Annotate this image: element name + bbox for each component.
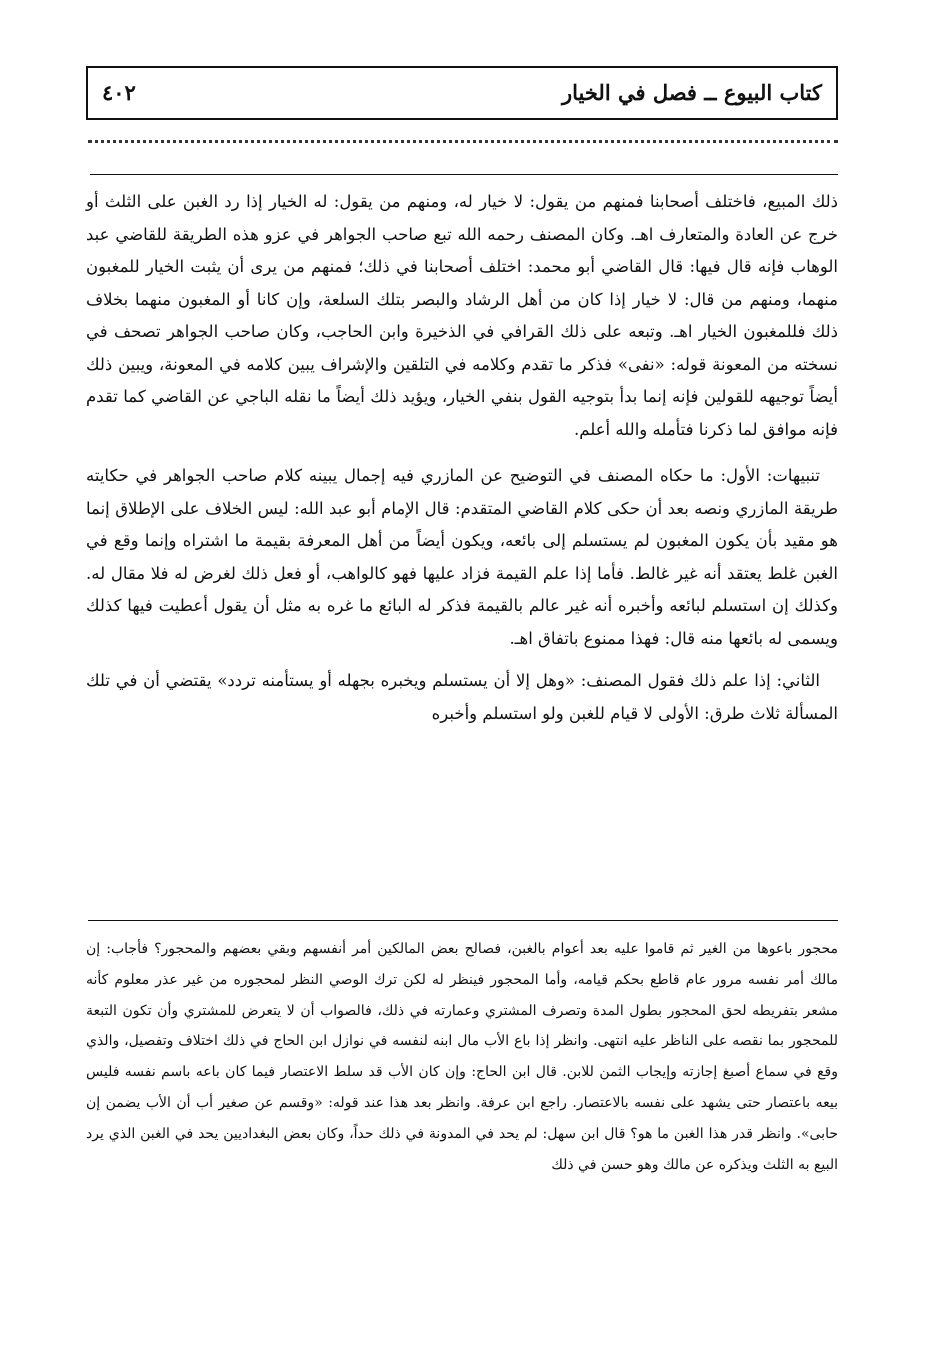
main-paragraph: تنبيهات: الأول: ما حكاه المصنف في التوضيح عن المازري فيه إجمال يبينه كلام صاحب الجواهر في حكايته طريقة المازري ونصه بعد أن حكى كلام القاضي المتقدم: قال الإمام أبو عبد الله: ليس الخلاف على الإطلاق إنما هو مقيد بأن يكون المغبون لم يستسلم إلى بائعه، ويكون أيضاً من أهل المعرفة بقيمة ما اشتراه وإنما وقع في الغبن غلط يعتقد أنه غير غالط. فأما إذا علم القيمة فزاد عليها فهو كالواهب، أو فعل ذلك لغرض له فلا مقال له. وكذلك إن استسلم لبائعه وأخبره أنه غير عالم بالقيمة فذكر له البائع ما غره به مثل أن يقول أعطيت فيها كذلك ويسمى له بائعها منه قال: فهذا ممنوع باتفاق اهـ. bbox=[86, 466, 838, 648]
dotted-divider bbox=[88, 140, 838, 143]
running-header bbox=[86, 66, 838, 120]
header-title: كتاب البيوع ــ فصل في الخيار bbox=[561, 80, 822, 105]
page-number: ٤٠٢ bbox=[102, 80, 136, 105]
main-paragraph: الثاني: إذا علم ذلك فقول المصنف: «وهل إلا أن يستسلم ويخبره بجهله أو يستأمنه تردد» يقتضي أن في تلك المسألة ثلاث طرق: الأولى لا قيام للغبن ولو استسلم وأخبره bbox=[86, 671, 838, 723]
main-text bbox=[86, 186, 838, 730]
main-paragraph: ذلك المبيع، فاختلف أصحابنا فمنهم من يقول: لا خيار له، ومنهم من يقول: له الخيار إذا رد الغبن على الثلث أو خرج عن العادة والمتعارف اهـ. وكان المصنف رحمه الله تبع صاحب الجواهر في عزو هذه الطريقة للقاضي عبد الوهاب فإنه قال فيها: قال القاضي أبو محمد: اختلف أصحابنا في ذلك؛ فمنهم من يرى أن يثبت الخيار للمغبون منهما، ومنهم من قال: لا خيار إذا كان من أهل الرشاد والبصر بتلك السلعة، وإن كانا أو المغبون منهما بخلاف ذلك فللمغبون الخيار اهـ. وتبعه على ذلك القرافي في الذخيرة وابن الحاجب، وكان صاحب الجواهر تصحف في نسخته من المعونة قوله: «نفى» فذكر ما تقدم وكلامه في التلقين والإشراف يبين كلامه في المعونة، ويبين ذلك أيضاً توجيهه للقولين فإنه إنما بدأ بتوجيه القول بنفي الخيار، ويؤيد ذلك أيضاً ما نقله الباجي عن القاضي كما تقدم فإنه موافق لما ذكرنا فتأمله والله أعلم. bbox=[86, 192, 838, 439]
footnote-paragraph: محجور باعوها من الغير ثم قاموا عليه بعد أعوام بالغبن، فصالح بعض المالكين أمر أنفسهم وبقي بعضهم والمحجور؟ فأجاب: إن مالك أمر نفسه مرور عام قاطع بحكم قيامه، وأما المحجور فينظر له لكن ترك الوصي النظر لمحجوره من غير عذر معلوم كأنه مشعر بتفريطه لحق المحجور بطول المدة وتصرف المشتري وعمارته في ذلك، فالصواب أن لا يتعرض للمشتري وأن تكون التبعة للمحجور بما نقصه على الناظر عليه انتهى. وانظر إذا باع الأب مال ابنه لنفسه في نوازل ابن الحاج في ذلك اختلاف وتفصيل، والذي وقع في سماع أصبغ إجازته وإيجاب الثمن للابن. قال ابن الحاج: وإن كان الأب قد سلط الاعتصار فيما كان باعه باسم نفسه فليس بيعه باعتصار حتى يشهد على نفسه بالاعتصار. راجع ابن عرفة. وانظر بعد هذا عند قوله: «وقسم عن صغير أب أن الأب يضمن إن حابى». وانظر قدر هذا الغبن ما هو؟ قال ابن سهل: لم يحد في المدونة في ذلك حداً، وكان بعض البغداديين يحد في الغبن الذي يرد البيع به الثلث ويذكره عن مالك وهو حسن في ذلك bbox=[86, 941, 839, 1173]
header-rule bbox=[90, 174, 838, 175]
footnote-text bbox=[86, 934, 838, 1180]
footnote-rule bbox=[88, 920, 838, 921]
